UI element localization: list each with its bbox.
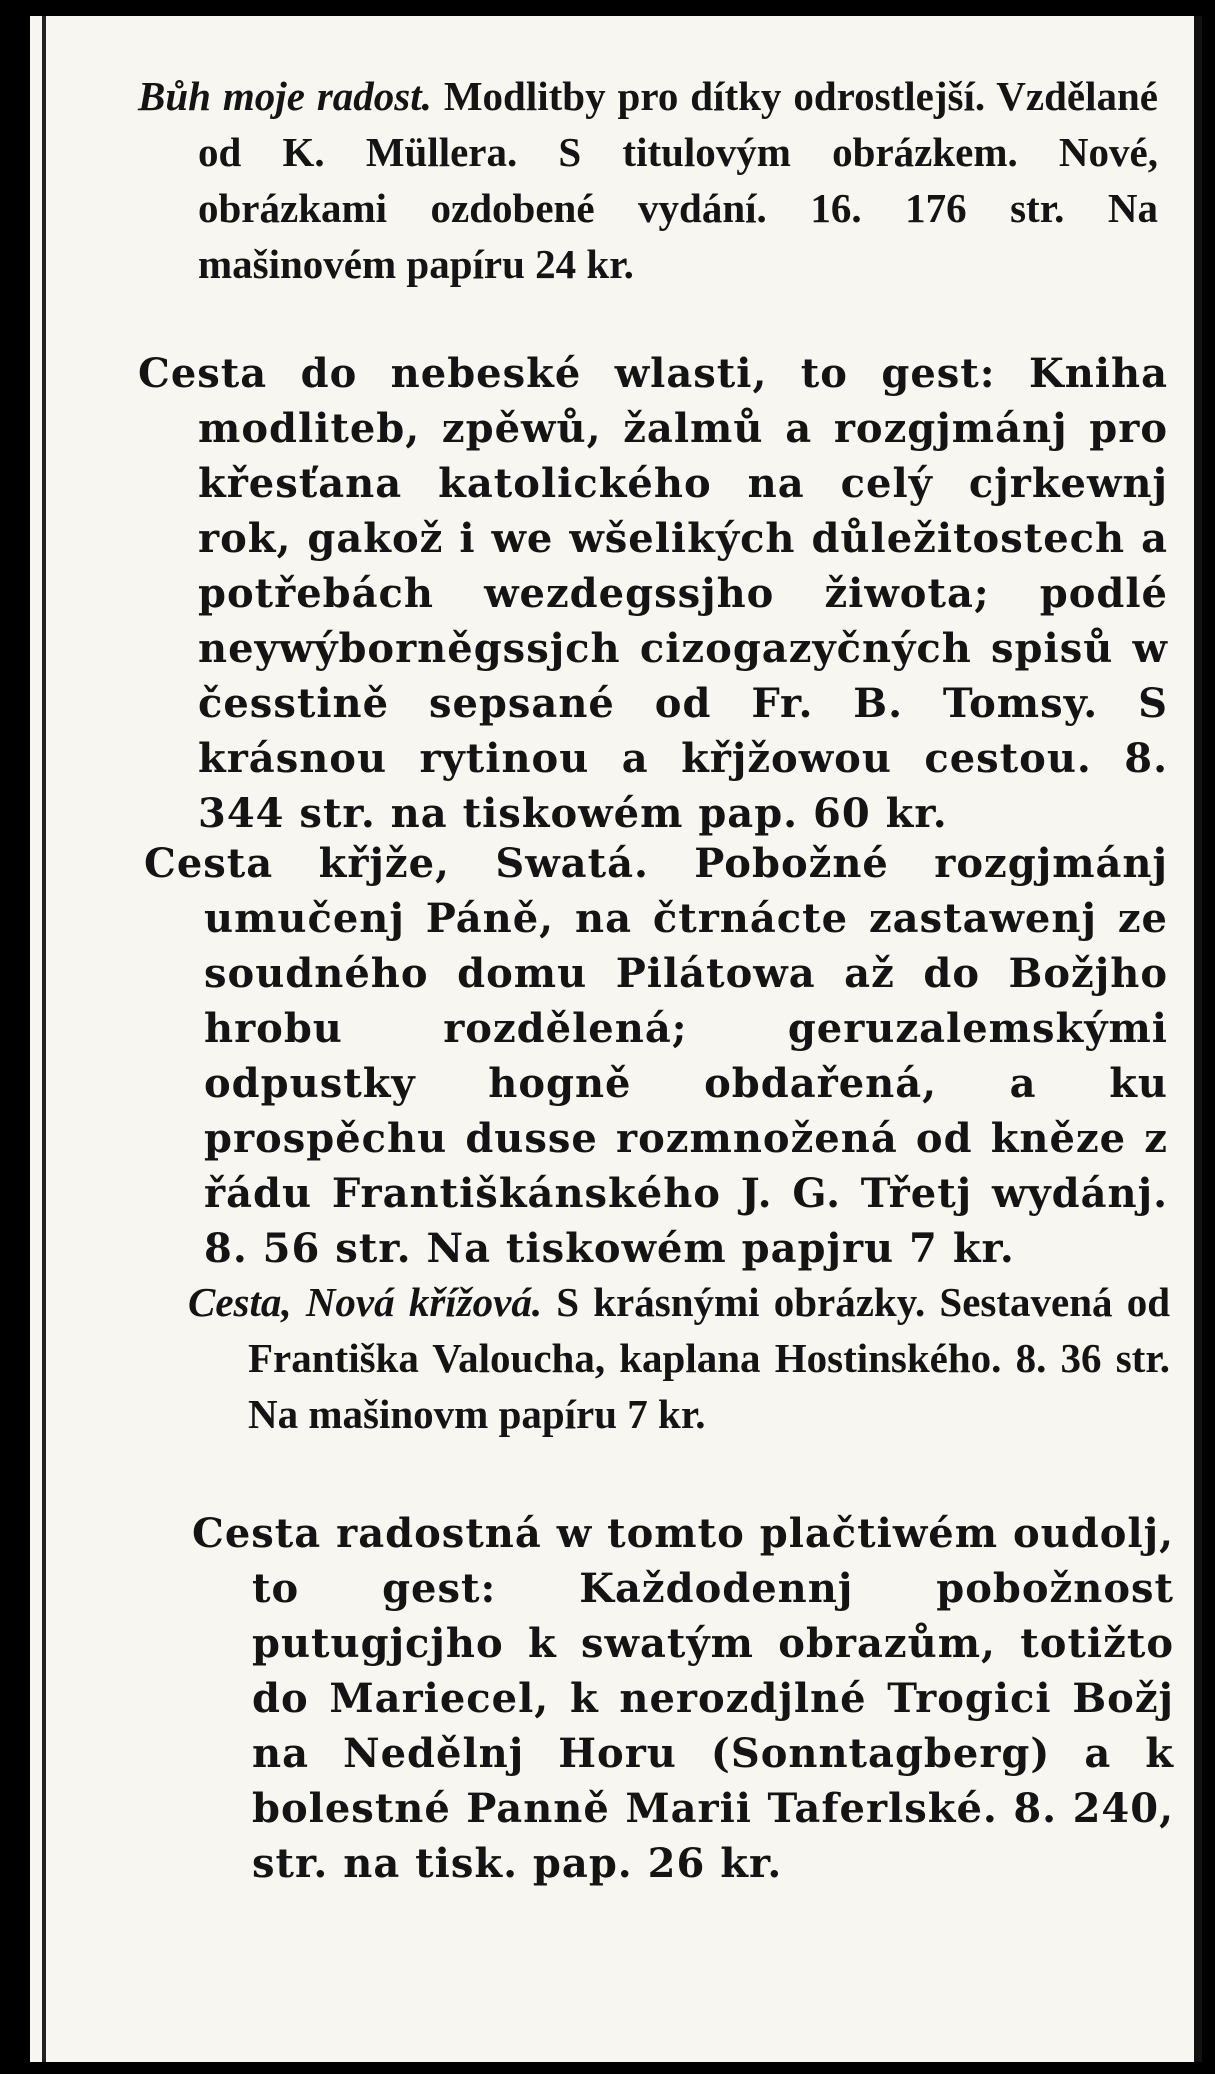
catalog-page <box>30 16 1202 2062</box>
entry-cesta-do-nebeske-wlasti <box>138 346 1168 841</box>
entry-title: Bůh moje radost. <box>138 73 432 119</box>
entry-buh-moje-radost <box>138 68 1158 292</box>
entry-cesta-radostna <box>192 1506 1174 1891</box>
entry-text: Cesta křjže, Swatá. Pobožné rozgjmánj umučenj Páně, na čtrnácte zastawenj ze soudného domu Pilátowa až do Božjho hrobu rozdělená; geruzalemskými odpustky hogně obdařená, a ku prospěchu dusse rozmnožená od kněze z řádu Františkánského J. G. Třetj wydánj. 8. 56 str. Na tiskowém papjru 7 kr. <box>144 840 1168 1272</box>
right-margin-rule <box>1194 16 1202 2062</box>
entry-title: Cesta, Nová křížová. <box>188 1279 543 1325</box>
entry-cesta-nova-krizova <box>188 1274 1170 1442</box>
entry-body: S krásnými obrázky. Sestavená od Františka Valoucha, kaplana Hostinského. 8. 36 str. Na mašinovm papíru 7 kr. <box>248 1279 1170 1437</box>
left-margin-rule <box>42 16 46 2062</box>
entry-text: Cesta do nebeské wlasti, to gest: Kniha modliteb, zpěwů, žalmů a rozgjmánj pro křesťana katolického na celý cjrkewnj rok, gakož i we wšelikých důležitostech a potřebách wezdegssjho žiwota; podlé neywýborněgssjch cizogazyčných spisů w česstině sepsané od Fr. B. Tomsy. S krásnou rytinou a křjžowou cestou. 8. 344 str. na tiskowém pap. 60 kr. <box>138 350 1168 837</box>
entry-text: Cesta radostná w tomto plačtiwém oudolj, to gest: Každodennj pobožnost putugjcjho k swatým obrazům, totižto do Mariecel, k nerozdjlné Trogici Božj na Nedělnj Horu (Sonntagberg) a k bolestné Panně Marii Taferlské. 8. 240, str. na tisk. pap. 26 kr. <box>192 1510 1174 1887</box>
entry-cesta-krize-swata <box>144 836 1168 1276</box>
entry-body: Modlitby pro dítky odrostlejší. Vzdělané od K. Müllera. S titulovým obrázkem. Nové, obrázkami ozdobené vydání. 16. 176 str. Na mašinovém papíru 24 kr. <box>198 73 1159 287</box>
